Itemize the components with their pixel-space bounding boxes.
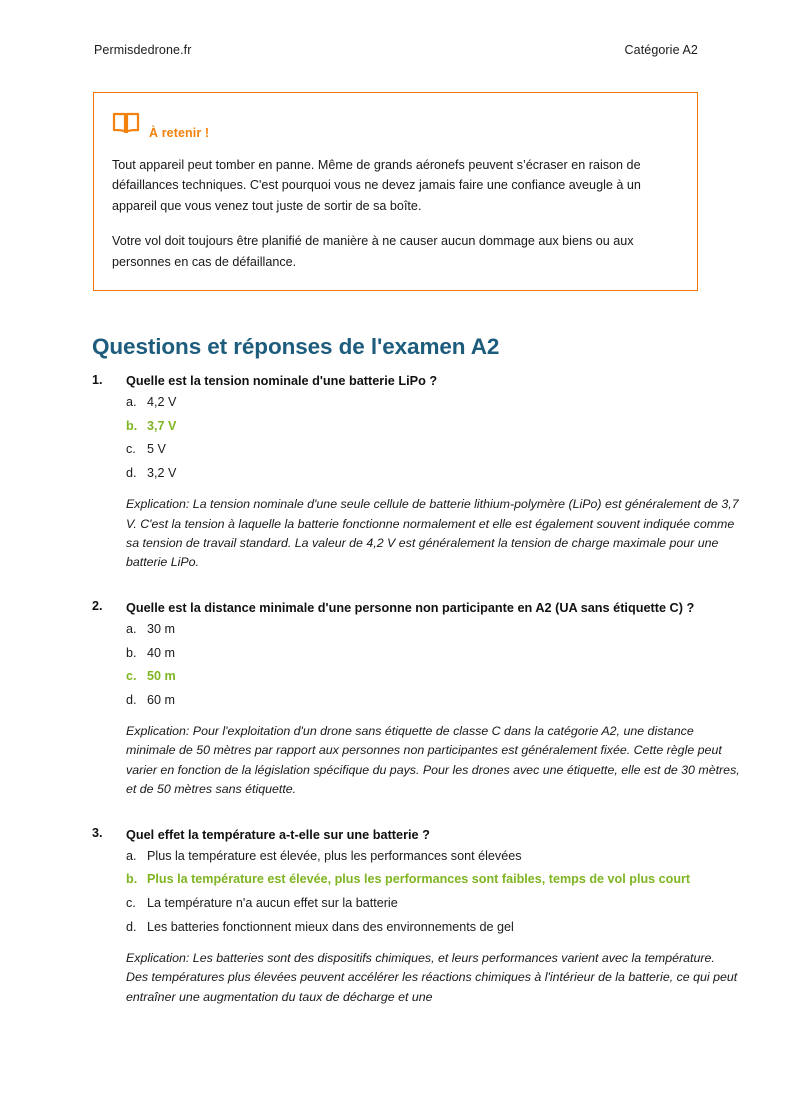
answer-letter: b. <box>126 872 138 887</box>
question-spacer <box>92 800 740 826</box>
answer-text: 50 m <box>147 669 176 684</box>
explanation-text: Explication: Les batteries sont des dispositifs chimiques, et leurs performances varient avec la température. Des températures plus élevées peuvent accélérer les réactions chimiques à l'intérieur de la batterie, ce qui peut entraîner une augmentation du taux de décharge et une <box>126 950 738 1004</box>
question-text: Quelle est la distance minimale d'une personne non participante en A2 (UA sans étiquette C) ? <box>126 600 695 615</box>
answer-letter: d. <box>126 919 137 934</box>
callout-paragraph-2: Votre vol doit toujours être planifié de manière à ne causer aucun dommage aux biens ou aux personnes en cas de défaillance. <box>112 234 634 269</box>
answer-options <box>92 848 740 936</box>
answer-text: Plus la température est élevée, plus les performances sont faibles, temps de vol plus court <box>147 872 691 887</box>
answer-letter: b. <box>126 645 137 660</box>
question-row <box>92 372 740 390</box>
answer-option[interactable] <box>126 394 740 411</box>
answer-option[interactable] <box>126 645 740 662</box>
answer-option[interactable] <box>126 919 740 936</box>
answer-options <box>92 621 740 709</box>
answer-text: 30 m <box>147 621 175 636</box>
header-category: Catégorie A2 <box>624 43 698 57</box>
question-number: 1. <box>92 372 103 387</box>
answer-option-correct[interactable] <box>126 418 740 435</box>
answer-option[interactable] <box>126 895 740 912</box>
answer-letter: a. <box>126 848 137 863</box>
answer-letter: b. <box>126 418 138 433</box>
callout-header <box>112 112 681 141</box>
question-block <box>92 372 740 573</box>
explanation-text: Explication: La tension nominale d'une seule cellule de batterie lithium-polymère (LiPo) est généralement de 3,7 V. C'est la tension à laquelle la batterie fonctionne normalement et elle est également souvent indiquée comme sa tension de travail standard. La valeur de 4,2 V est généralement la tension de charge maximale pour une batterie LiPo. <box>126 497 739 570</box>
answer-option-correct[interactable] <box>126 668 740 685</box>
question-block <box>92 599 740 800</box>
answer-option[interactable] <box>126 621 740 638</box>
callout-box <box>93 92 698 291</box>
answer-text: La température n'a aucun effet sur la batterie <box>147 896 398 911</box>
answer-option[interactable] <box>126 848 740 865</box>
question-text: Quelle est la tension nominale d'une batterie LiPo ? <box>126 374 438 388</box>
callout-paragraph-1: Tout appareil peut tomber en panne. Même de grands aéronefs peuvent s’écraser en raison de défaillances techniques. C'est pourquoi vous ne devez jamais faire une confiance aveugle à un appareil que vous venez tout juste de sortir de sa boîte. <box>112 158 641 213</box>
answer-text: 60 m <box>147 692 175 707</box>
explanation-text: Explication: Pour l'exploitation d'un drone sans étiquette de classe C dans la catégorie A2, une distance minimale de 50 mètres par rapport aux personnes non participantes est généralement fixée. Cette règle peut varier en fonction de la législation spécifique du pays. Pour les drones avec une étiquette, elle est de 30 mètres, et de 50 mètres sans étiquette. <box>126 723 740 797</box>
answer-option[interactable] <box>126 465 740 482</box>
page-header <box>94 43 698 57</box>
question-row <box>92 826 740 844</box>
answer-text: 5 V <box>147 442 166 457</box>
question-number: 3. <box>92 826 103 841</box>
header-site-name: Permisdedrone.fr <box>94 43 192 57</box>
answer-letter: c. <box>126 442 136 457</box>
answer-letter: a. <box>126 395 137 410</box>
question-text: Quel effet la température a-t-elle sur une batterie ? <box>126 827 430 842</box>
answer-text: 3,7 V <box>147 418 177 433</box>
answer-text: Les batteries fonctionnent mieux dans des environnements de gel <box>147 919 514 934</box>
answer-text: 4,2 V <box>147 395 177 410</box>
questions-list <box>92 372 740 1007</box>
answer-letter: d. <box>126 692 137 707</box>
open-book-icon <box>112 112 140 141</box>
answer-letter: a. <box>126 621 137 636</box>
answer-option[interactable] <box>126 441 740 458</box>
question-block <box>92 826 740 1007</box>
answer-option-correct[interactable] <box>126 871 740 888</box>
answer-text: 40 m <box>147 645 175 660</box>
answer-letter: c. <box>126 669 137 684</box>
answer-options <box>92 394 740 482</box>
answer-option[interactable] <box>126 692 740 709</box>
section-title: Questions et réponses de l'examen A2 <box>92 334 500 359</box>
answer-letter: d. <box>126 465 137 480</box>
answer-text: 3,2 V <box>147 465 177 480</box>
question-number: 2. <box>92 599 103 614</box>
answer-letter: c. <box>126 896 136 911</box>
question-spacer <box>92 573 740 599</box>
answer-text: Plus la température est élevée, plus les performances sont élevées <box>147 848 522 863</box>
callout-title: À retenir ! <box>149 125 210 140</box>
question-row <box>92 599 740 617</box>
